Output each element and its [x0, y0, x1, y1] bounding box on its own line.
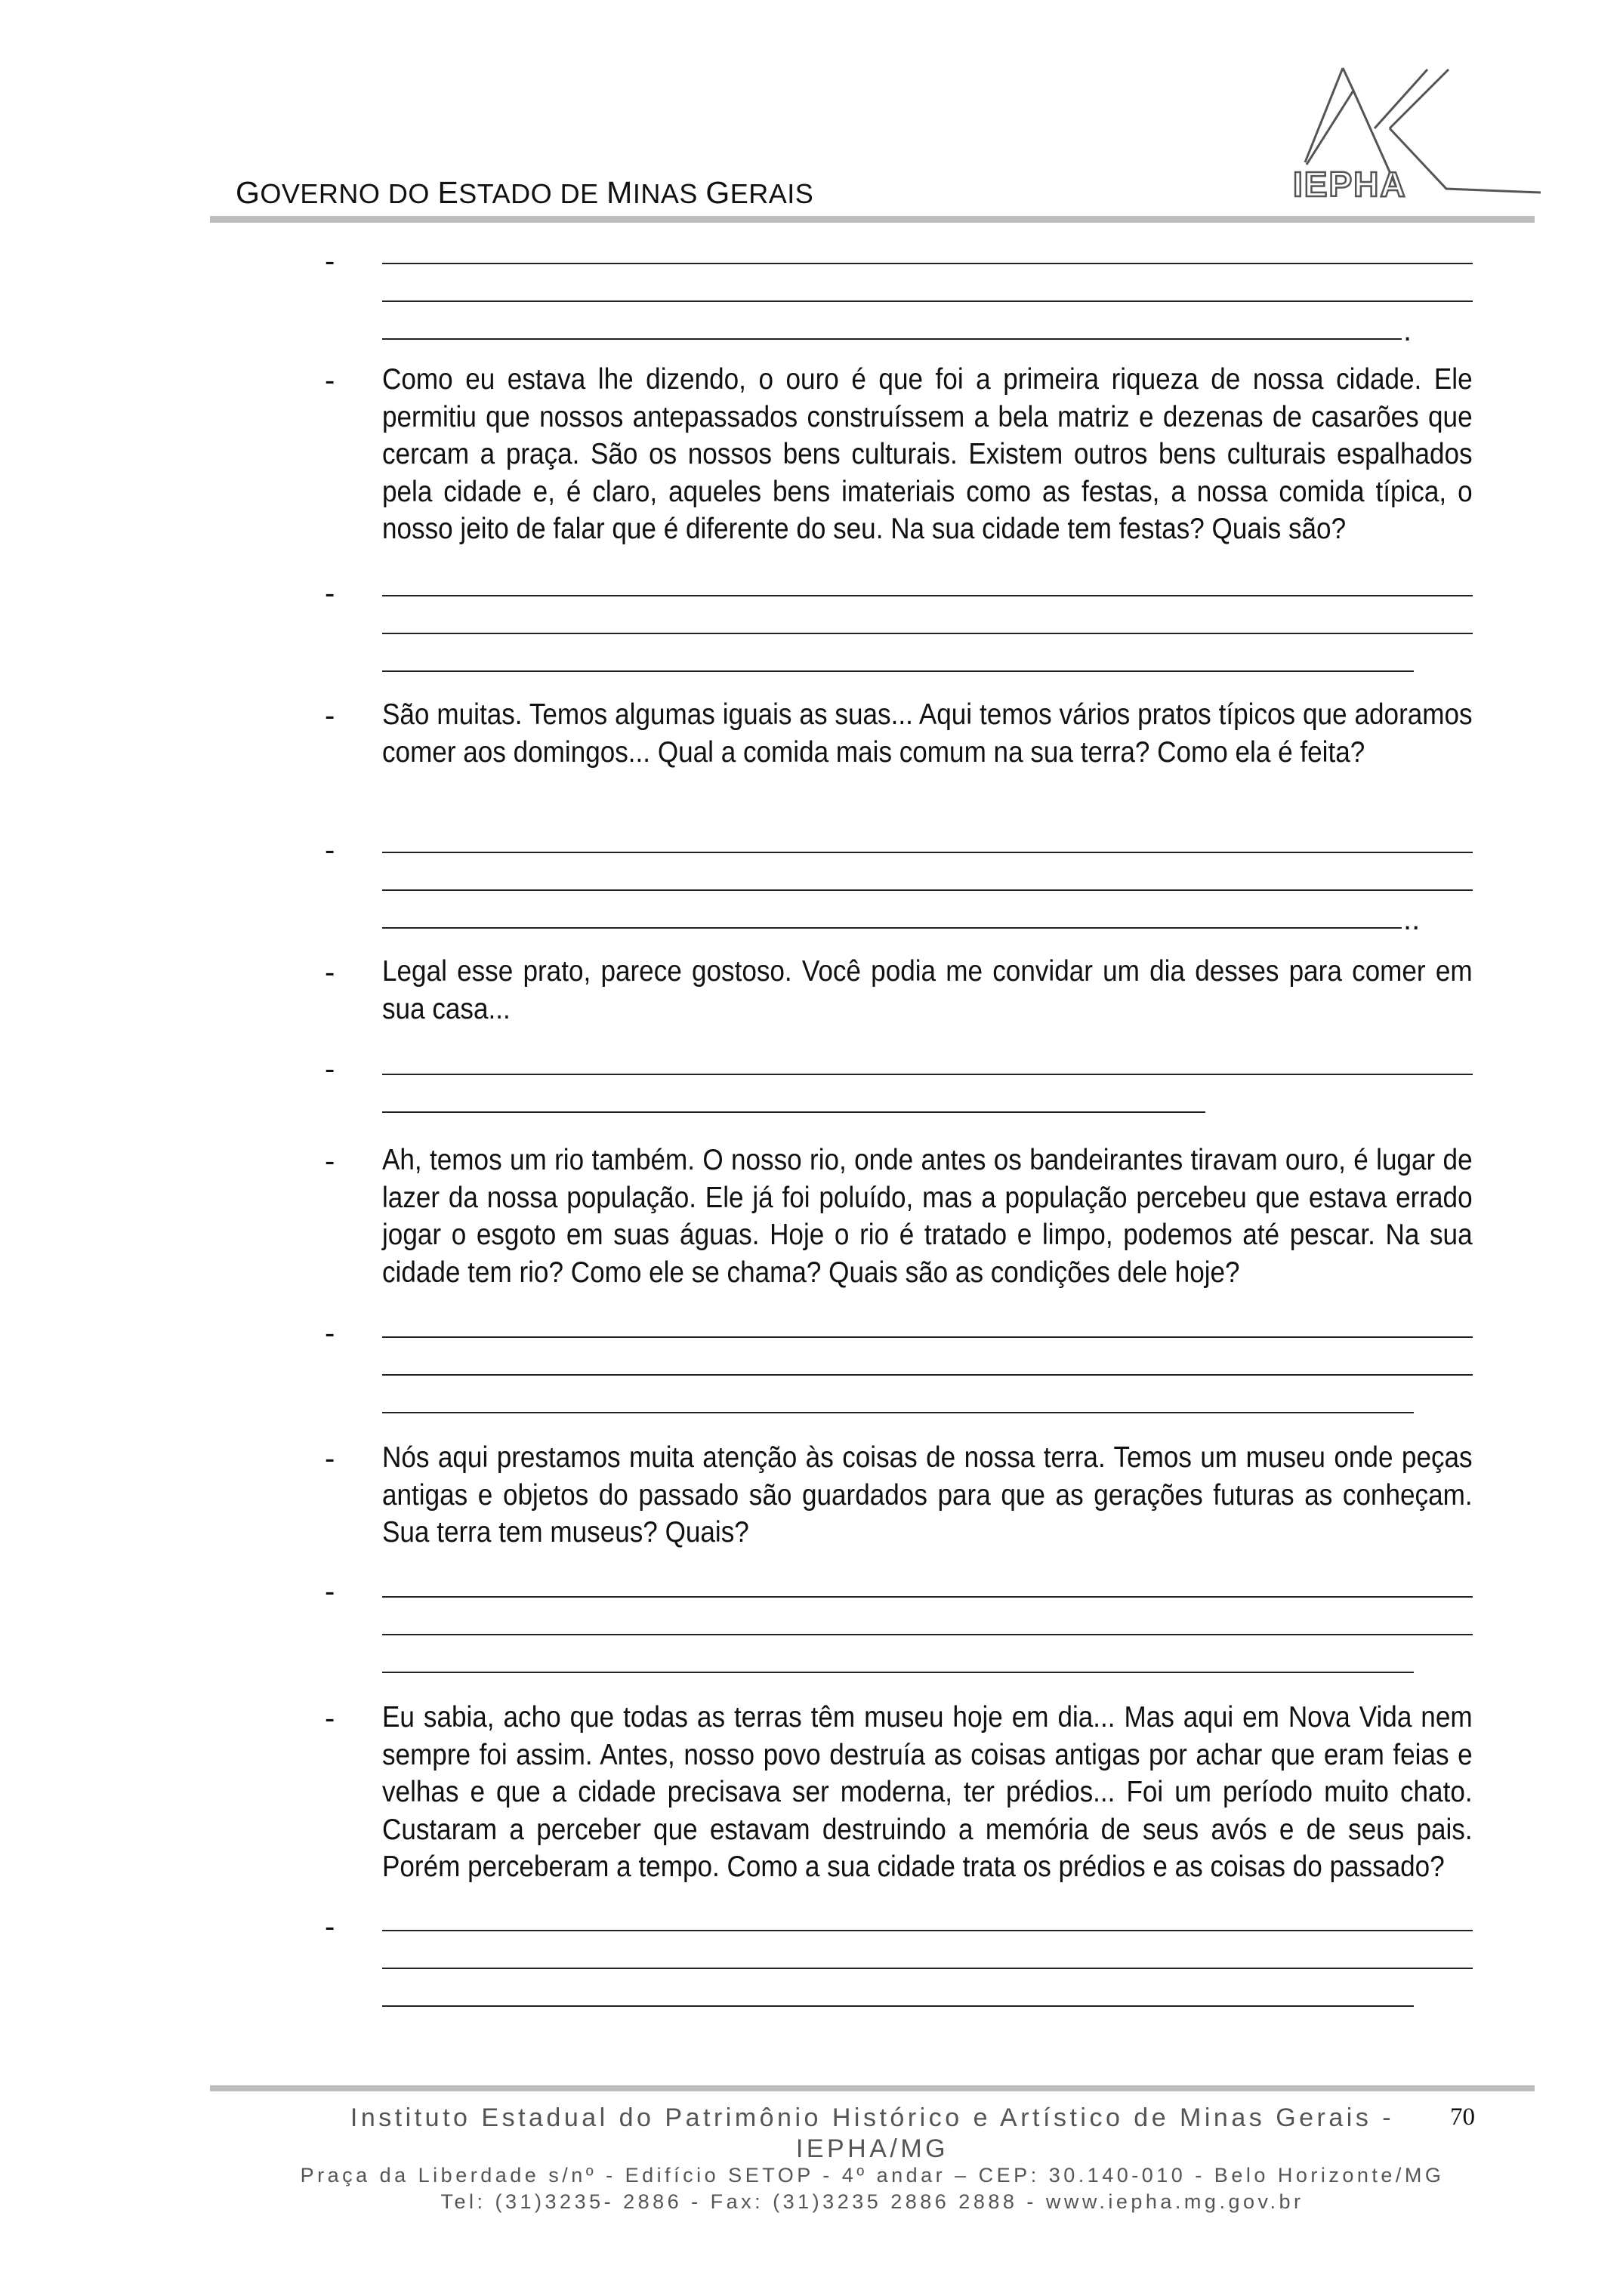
answer-line[interactable]: [382, 1634, 1473, 1635]
header-word: ERAIS: [730, 178, 814, 209]
dash-bullet: -: [325, 1052, 335, 1086]
answer-line[interactable]: [382, 1672, 1414, 1673]
answer-line[interactable]: [382, 595, 1473, 596]
answer-line[interactable]: [382, 263, 1473, 264]
paragraph-text: Legal esse prato, parece gostoso. Você podia me convidar um dia desses para comer em sua casa...: [382, 955, 1473, 1025]
dash-bullet: -: [325, 699, 335, 732]
answer-line[interactable]: [382, 1374, 1473, 1376]
answer-line[interactable]: [382, 670, 1414, 672]
page-number: 70: [1450, 2103, 1475, 2131]
header-initial: E: [437, 175, 459, 210]
answer-line[interactable]: [382, 1968, 1473, 1969]
paragraph-text: Como eu estava lhe dizendo, o ouro é que foi a primeira riqueza de nossa cidade. Ele permitiu que nossos antepassados construíssem a bela matriz e dezenas de casarões que cercam a praça. São os nossos bens culturais. Existem outros bens culturais espalhados pela cidade e, é claro, aqueles bens imateriais como as festas, a nossa comida típica, o nosso jeito de falar que é diferente do seu. Na sua cidade tem festas? Quais são?: [382, 363, 1473, 545]
footer-divider: [210, 2085, 1535, 2091]
answer-line[interactable]: [382, 852, 1473, 853]
footer-contact: Tel: (31)3235- 2886 - Fax: (31)3235 2886 2888 - www.iepha.mg.gov.br: [440, 2190, 1304, 2213]
answer-line[interactable]: [382, 927, 1402, 929]
header-initial: G: [705, 175, 730, 210]
paragraph-text: Ah, temos um rio também. O nosso rio, onde antes os bandeirantes tiravam ouro, é lugar de lazer da nossa população. Ele já foi poluído, mas a população percebeu que estava errado jogar o esgoto em suas águas. Hoje o rio é tratado e limpo, podemos até pescar. Na sua cidade tem rio? Como ele se chama? Quais são as condições dele hoje?: [382, 1144, 1473, 1289]
header-initial: G: [236, 175, 261, 210]
answer-line[interactable]: [382, 2005, 1414, 2007]
dash-bullet: -: [325, 1575, 335, 1608]
dash-bullet: -: [325, 1442, 335, 1475]
header-word: OVERNO DO: [260, 178, 438, 209]
answer-line[interactable]: [382, 338, 1402, 340]
answer-line[interactable]: [382, 1336, 1473, 1338]
paragraph-text: Nós aqui prestamos muita atenção às coisas de nossa terra. Temos um museu onde peças antigas e objetos do passado são guardados para que as gerações futuras as conheçam. Sua terra tem museus? Quais?: [382, 1441, 1473, 1549]
answer-line[interactable]: [382, 1930, 1473, 1931]
answer-line[interactable]: [382, 1111, 1205, 1113]
header-word: INAS: [632, 178, 706, 209]
answer-line[interactable]: [382, 1596, 1473, 1598]
answer-line[interactable]: [382, 633, 1473, 634]
header-word: STADO DE: [458, 178, 607, 209]
paragraph-text: São muitas. Temos algumas iguais as suas... Aqui temos vários pratos típicos que adoramos comer aos domingos... Qual a comida mais comum na sua terra? Como ela é feita?: [382, 698, 1473, 769]
answer-end-mark: .: [1403, 314, 1412, 347]
answer-line[interactable]: [382, 300, 1473, 302]
footer-institute-acronym: IEPHA/MG: [795, 2134, 949, 2163]
dash-bullet: -: [325, 1702, 335, 1735]
dash-bullet: -: [325, 364, 335, 397]
header-initial: M: [606, 175, 633, 210]
dash-bullet: -: [325, 577, 335, 610]
answer-line[interactable]: [382, 1074, 1473, 1075]
answer-line[interactable]: [382, 1412, 1414, 1413]
logo-text: IEPHA: [1293, 165, 1407, 204]
dash-bullet: -: [325, 1145, 335, 1178]
answer-end-mark: ..: [1403, 903, 1421, 936]
dash-bullet: -: [325, 1317, 335, 1350]
dash-bullet: -: [325, 245, 335, 278]
answer-line[interactable]: [382, 889, 1473, 891]
footer-address: Praça da Liberdade s/nº - Edifício SETOP - 4º andar – CEP: 30.140-010 - Belo Horizonte/MG: [300, 2164, 1445, 2187]
dash-bullet: -: [325, 834, 335, 867]
dash-bullet: -: [325, 956, 335, 989]
paragraph-text: Eu sabia, acho que todas as terras têm museu hoje em dia... Mas aqui em Nova Vida nem sempre foi assim. Antes, nosso povo destruía as coisas antigas por achar que eram feias e velhas e que a cidade precisava ser moderna, ter prédios... Foi um período muito chato. Custaram a perceber que estavam destruindo a memória de seus avós e de seus pais. Porém perceberam a tempo. Como a sua cidade trata os prédios e as coisas do passado?: [382, 1701, 1473, 1883]
dash-bullet: -: [325, 1910, 335, 1943]
footer-institute-name: Instituto Estadual do Patrimônio Histórico e Artístico de Minas Gerais -: [350, 2103, 1395, 2132]
